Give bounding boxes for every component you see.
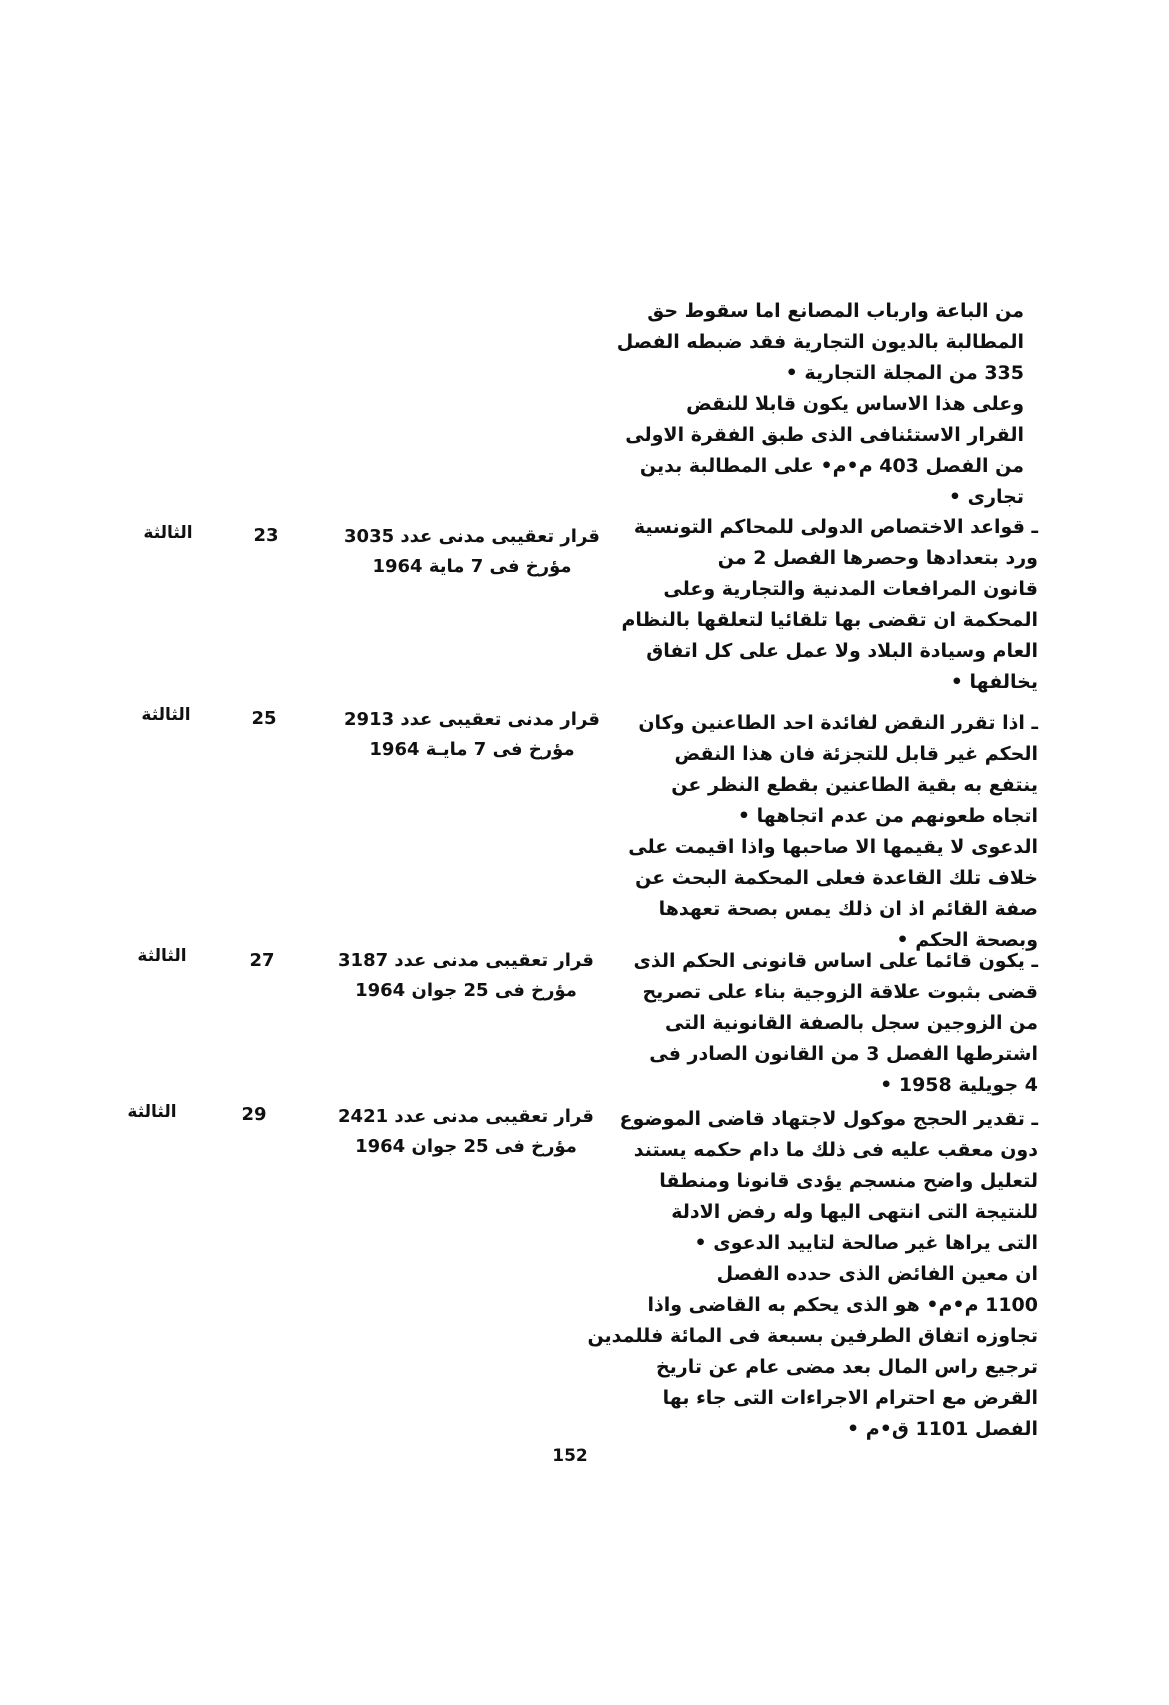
entry-chamber: الثالثة	[143, 523, 193, 543]
text-line: صفة القائم اذ ان ذلك يمس بصحة تعهدها	[658, 898, 1038, 920]
citation-line: مؤرخ فى 25 جوان 1964	[355, 1136, 577, 1157]
entry-chamber: الثالثة	[127, 1102, 177, 1122]
text-line: الفصل 1101 ق•م •	[847, 1418, 1038, 1440]
text-line: ـ تقدير الحجج موكول لاجتهاد قاضى الموضوع	[619, 1108, 1038, 1130]
text-line: الحكم غير قابل للتجزئة فان هذا النقض	[674, 743, 1038, 765]
text-line: اشترطها الفصل 3 من القانون الصادر فى	[649, 1043, 1038, 1065]
text-line: تجارى •	[948, 486, 1024, 508]
text-line: قضى بثبوت علاقة الزوجية بناء على تصريح	[642, 981, 1038, 1003]
text-line: ـ يكون قائما على اساس قانونى الحكم الذى	[633, 950, 1038, 972]
text-line: ـ اذا تقرر النقض لفائدة احد الطاعنين وكان	[638, 712, 1038, 734]
citation-line: قرار تعقيبى مدنى عدد 2421	[338, 1106, 594, 1127]
text-line: ترجيع راس المال بعد مضى عام عن تاريخ	[655, 1356, 1038, 1378]
text-line: 335 من المجلة التجارية •	[785, 362, 1024, 384]
citation-line: مؤرخ فى 25 جوان 1964	[355, 980, 577, 1001]
text-line: يخالفها •	[950, 671, 1038, 693]
text-line: القرض مع احترام الاجراءات التى جاء بها	[662, 1387, 1038, 1409]
page-number: 152	[552, 1446, 588, 1466]
text-line: من الفصل 403 م•م• على المطالبة بدين	[639, 455, 1024, 477]
text-line: القرار الاستئنافى الذى طبق الفقرة الاولى	[625, 424, 1024, 446]
text-line: 1100 م•م• هو الذى يحكم به القاضى واذا	[647, 1294, 1038, 1316]
entry-text	[587, 1104, 1038, 1445]
text-line: الدعوى لا يقيمها الا صاحبها واذا اقيمت على	[628, 836, 1038, 858]
entry-citation	[332, 522, 612, 582]
entry-page-number: 27	[249, 950, 275, 971]
entry-citation	[326, 1102, 606, 1162]
citation-line: قرار تعقيبى مدنى عدد 3187	[338, 950, 594, 971]
text-line: دون معقب عليه فى ذلك ما دام حكمه يستند	[633, 1139, 1038, 1161]
text-line: وبصحة الحكم •	[896, 929, 1038, 951]
text-line: اتجاه طعونهم من عدم اتجاهها •	[737, 805, 1038, 827]
continuation-paragraph	[616, 296, 1024, 513]
citation-line: قرار تعقيبى مدنى عدد 3035	[344, 526, 600, 547]
entry-citation	[332, 705, 612, 765]
text-line: قانون المرافعات المدنية والتجارية وعلى	[663, 578, 1038, 600]
entry-page-number: 23	[253, 525, 279, 546]
entry-text	[633, 946, 1038, 1101]
text-line: المطالبة بالديون التجارية فقد ضبطه الفصل	[616, 331, 1024, 353]
entry-text	[628, 708, 1038, 956]
text-line: التى يراها غير صالحة لتاييد الدعوى •	[694, 1232, 1038, 1254]
text-line: للنتيجة التى انتهى اليها وله رفض الادلة	[671, 1201, 1038, 1223]
text-line: المحكمة ان تقضى بها تلقائيا لتعلقها بالنظام	[621, 609, 1038, 631]
text-line: تجاوزه اتفاق الطرفين بسبعة فى المائة فللمدين	[587, 1325, 1038, 1347]
citation-line: قرار مدنى تعقيبى عدد 2913	[344, 709, 600, 730]
text-line: ينتفع به بقية الطاعنين بقطع النظر عن	[671, 774, 1038, 796]
entry-chamber: الثالثة	[137, 946, 187, 966]
text-line: ورد بتعدادها وحصرها الفصل 2 من	[717, 547, 1038, 569]
entry-citation	[326, 946, 606, 1006]
text-line: من الباعة وارباب المصانع اما سقوط حق	[647, 300, 1024, 322]
entry-text	[621, 512, 1038, 698]
entry-chamber: الثالثة	[141, 705, 191, 725]
citation-line: مؤرخ فى 7 ماية 1964	[372, 556, 572, 577]
text-line: وعلى هذا الاساس يكون قابلا للنقض	[686, 393, 1024, 415]
text-line: العام وسيادة البلاد ولا عمل على كل اتفاق	[646, 640, 1038, 662]
text-line: ـ قواعد الاختصاص الدولى للمحاكم التونسية	[633, 516, 1038, 538]
text-line: من الزوجين سجل بالصفة القانونية التى	[665, 1012, 1038, 1034]
entry-page-number: 29	[241, 1104, 267, 1125]
text-line: لتعليل واضح منسجم يؤدى قانونا ومنطقا	[659, 1170, 1038, 1192]
entry-page-number: 25	[251, 708, 277, 729]
citation-line: مؤرخ فى 7 مايـة 1964	[369, 739, 575, 760]
text-line: ان معين الفائض الذى حدده الفصل	[716, 1263, 1038, 1285]
text-line: 4 جويلية 1958 •	[880, 1074, 1038, 1096]
text-line: خلاف تلك القاعدة فعلى المحكمة البحث عن	[635, 867, 1038, 889]
